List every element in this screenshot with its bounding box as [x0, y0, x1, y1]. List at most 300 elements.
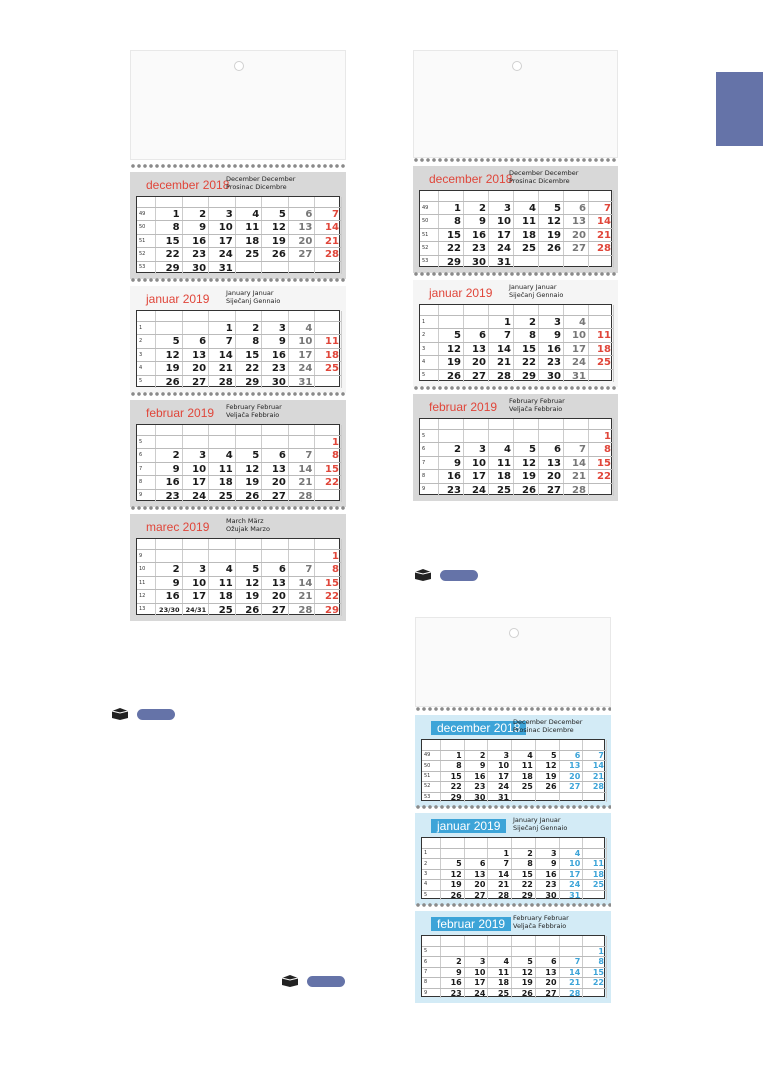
day-cell: 7 [574, 957, 581, 967]
month-subtitle-line: February Februar [513, 914, 569, 922]
day-cell: 22 [592, 978, 604, 988]
day-cell: 1 [331, 437, 339, 448]
day-cell: 10 [497, 216, 511, 228]
day-cell: 26 [547, 243, 561, 255]
day-cell: 7 [225, 336, 233, 348]
day-cell: 5 [554, 203, 561, 214]
month-subtitle [226, 517, 270, 533]
week-number: 3 [139, 351, 143, 358]
day-cell: 17 [218, 235, 233, 247]
day-cell: 19 [245, 477, 260, 489]
day-cell: 8 [252, 336, 260, 348]
week-number: 7 [139, 465, 143, 472]
day-cell: 30 [192, 262, 207, 274]
day-cell: 3 [225, 209, 233, 220]
day-cell: 15 [447, 229, 461, 241]
box-icon [281, 975, 299, 987]
month-grid [136, 424, 340, 501]
day-cell: 2 [199, 209, 207, 220]
day-cell: 22 [165, 249, 180, 261]
day-cell: 16 [547, 343, 561, 355]
day-cell: 4 [225, 450, 233, 462]
week-number: 7 [422, 459, 426, 466]
spiral-binding [415, 705, 611, 713]
day-cell: 31 [218, 262, 233, 274]
week-number: 9 [139, 552, 143, 559]
day-cell: 27 [298, 249, 313, 261]
day-cell: 5 [454, 330, 461, 342]
week-number: 6 [139, 452, 143, 459]
month-subtitle [509, 169, 578, 185]
week-number: 51 [422, 231, 429, 238]
month-subtitle-line: Veljača Febbraio [509, 405, 563, 413]
day-cell: 3 [199, 564, 207, 576]
day-cell: 13 [472, 343, 486, 355]
day-cell: 5 [456, 859, 462, 869]
day-cell: 22 [450, 782, 462, 792]
month-subtitle-line: December December [226, 175, 296, 183]
week-number: 53 [139, 264, 146, 271]
week-number: 51 [424, 773, 431, 779]
day-cell: 18 [325, 349, 339, 361]
day-cell: 26 [447, 370, 461, 382]
calendar-c [415, 617, 611, 1037]
day-cell: 5 [252, 564, 260, 576]
day-cell: 27 [271, 604, 286, 616]
day-cell: 26 [521, 988, 533, 998]
day-cell: 11 [325, 336, 339, 348]
day-cell: 3 [479, 444, 486, 456]
day-cell: 17 [572, 343, 586, 355]
day-cell: 4 [225, 564, 233, 576]
month-subtitle-line: December December [509, 169, 579, 177]
week-number: 9 [422, 486, 426, 493]
day-cell: 21 [597, 229, 611, 241]
day-cell: 26 [245, 490, 260, 502]
day-cell: 6 [278, 450, 286, 462]
day-cell: 21 [497, 357, 511, 369]
day-cell: 9 [172, 463, 180, 475]
day-cell: 21 [218, 363, 233, 375]
day-cell: 3 [278, 323, 286, 334]
day-cell: 25 [597, 357, 611, 369]
day-cell: 6 [579, 203, 586, 214]
day-cell: 21 [298, 477, 313, 489]
week-number: 2 [422, 332, 426, 339]
month-grid [136, 538, 340, 615]
day-cell: 15 [592, 967, 604, 977]
day-cell: 19 [545, 771, 557, 781]
spiral-binding [413, 270, 618, 278]
month-panel [130, 286, 346, 393]
day-cell: 21 [592, 771, 604, 781]
day-cell: 8 [454, 216, 461, 228]
day-cell: 21 [497, 880, 510, 890]
week-number: 12 [139, 592, 146, 599]
day-cell: 19 [271, 235, 286, 247]
day-cell: 4 [305, 323, 313, 334]
month-subtitle [509, 283, 563, 299]
hanging-hole [234, 61, 244, 71]
month-panel [415, 715, 611, 807]
day-cell: 8 [331, 564, 339, 576]
day-cell: 14 [218, 349, 233, 361]
day-cell: 24 [192, 490, 207, 502]
day-cell: 15 [450, 771, 462, 781]
day-cell: 23 [165, 490, 180, 502]
day-cell: 13 [569, 761, 581, 771]
day-cell: 14 [497, 343, 511, 355]
week-number: 4 [422, 358, 426, 365]
day-cell: 15 [325, 463, 339, 475]
day-cell: 11 [497, 457, 511, 469]
day-cell: 30 [472, 256, 486, 268]
day-cell: 5 [529, 444, 536, 456]
day-cell: 29 [521, 890, 533, 900]
grid-row-line [422, 946, 606, 947]
hanging-hole [509, 628, 519, 638]
day-cell: 12 [271, 222, 286, 234]
day-cell: 14 [497, 869, 510, 879]
day-cell: 25 [497, 988, 510, 998]
month-grid [421, 837, 605, 899]
day-cell: 10 [298, 336, 313, 348]
day-cell: 1 [504, 317, 511, 328]
day-cell: 16 [192, 235, 207, 247]
week-number: 8 [139, 478, 143, 485]
day-cell: 1 [604, 431, 611, 442]
grid-column-line [613, 191, 614, 268]
day-cell: 19 [450, 880, 462, 890]
day-cell: 13 [298, 222, 313, 234]
week-number: 50 [424, 762, 431, 769]
day-cell: 7 [305, 564, 313, 576]
day-cell: 13 [545, 967, 557, 977]
day-cell: 4 [527, 751, 533, 760]
week-number: 1 [422, 318, 426, 325]
day-cell: 8 [529, 330, 536, 342]
month-grid [421, 935, 605, 997]
day-cell: 1 [598, 947, 604, 956]
day-cell: 2 [479, 203, 486, 214]
month-subtitle-line: Siječanj Gennaio [226, 297, 281, 305]
day-cell: 6 [479, 859, 486, 869]
day-cell: 16 [447, 471, 461, 483]
day-cell: 25 [325, 363, 339, 375]
grid-column-line [341, 311, 342, 388]
week-number: 6 [422, 446, 426, 453]
day-cell: 27 [474, 890, 486, 900]
day-cell: 16 [165, 477, 180, 489]
day-cell: 12 [545, 761, 557, 771]
grid-row-line [137, 435, 341, 436]
month-title: marec 2019 [146, 520, 210, 534]
day-cell: 24 [497, 243, 511, 255]
grid-column-line [606, 740, 607, 802]
day-cell: 15 [522, 343, 536, 355]
day-cell: 18 [497, 978, 510, 988]
day-cell: 11 [522, 216, 536, 228]
day-cell: 29 [165, 262, 180, 274]
day-cell: 13 [192, 349, 207, 361]
day-cell: 12 [522, 457, 536, 469]
box-icon [414, 569, 432, 581]
week-number: 3 [424, 871, 428, 877]
week-number: 11 [139, 579, 146, 586]
day-cell: 25 [497, 484, 511, 496]
day-cell: 24 [472, 484, 486, 496]
day-cell: 22 [325, 591, 339, 603]
day-cell: 28 [497, 370, 511, 382]
day-cell: 31 [298, 376, 313, 388]
day-cell: 29 [447, 256, 461, 268]
day-cell: 10 [474, 967, 486, 977]
spiral-binding [413, 156, 618, 164]
calendar-header-card [413, 50, 618, 158]
day-cell: 24 [218, 249, 233, 261]
badge-pill [137, 709, 175, 720]
day-cell: 28 [298, 490, 313, 502]
day-cell: 19 [547, 229, 561, 241]
day-cell: 15 [245, 349, 260, 361]
month-subtitle [226, 175, 295, 191]
week-number: 2 [139, 338, 143, 345]
month-grid [136, 310, 340, 387]
packaging-badge [111, 708, 175, 720]
day-cell: 10 [497, 761, 510, 771]
day-cell: 18 [592, 869, 604, 879]
day-cell: 20 [547, 471, 561, 483]
day-cell: 7 [305, 450, 313, 462]
day-cell: 25 [245, 249, 260, 261]
spiral-binding [413, 384, 618, 392]
week-number: 9 [424, 989, 428, 996]
day-cell: 14 [597, 216, 611, 228]
section-tab [716, 72, 763, 146]
month-grid [419, 418, 612, 495]
month-title: januar 2019 [429, 286, 493, 300]
day-cell: 23 [450, 988, 462, 998]
day-cell: 28 [298, 604, 313, 616]
day-cell: 20 [472, 357, 486, 369]
packaging-badge [281, 975, 345, 987]
day-cell: 15 [165, 235, 180, 247]
day-cell: 24 [497, 782, 510, 792]
grid-column-line [341, 197, 342, 274]
day-cell: 12 [245, 577, 260, 589]
day-cell: 23/30 [159, 605, 180, 614]
week-number: 52 [424, 783, 431, 790]
day-cell: 11 [218, 463, 233, 475]
day-cell: 31 [497, 792, 510, 802]
month-grid [421, 739, 605, 801]
day-cell: 2 [252, 323, 260, 334]
day-cell: 28 [569, 988, 581, 998]
day-cell: 21 [298, 591, 313, 603]
month-subtitle [513, 718, 582, 734]
day-cell: 7 [331, 209, 339, 220]
hanging-hole [512, 61, 522, 71]
day-cell: 24 [572, 357, 586, 369]
day-cell: 27 [271, 490, 286, 502]
day-cell: 12 [450, 869, 462, 879]
week-number: 8 [424, 979, 428, 986]
day-cell: 11 [592, 859, 604, 869]
day-cell: 17 [298, 349, 313, 361]
day-cell: 4 [579, 317, 586, 328]
day-cell: 5 [172, 336, 180, 348]
calendar-a [130, 50, 346, 650]
day-cell: 28 [597, 243, 611, 255]
day-cell: 9 [454, 457, 461, 469]
day-cell: 2 [172, 564, 180, 576]
day-cell: 2 [527, 849, 533, 858]
day-cell: 16 [450, 978, 462, 988]
grid-column-line [341, 425, 342, 502]
day-cell: 12 [245, 463, 260, 475]
day-cell: 22 [325, 477, 339, 489]
day-cell: 18 [245, 235, 260, 247]
month-subtitle-line: March März [226, 517, 264, 525]
day-cell: 27 [545, 988, 557, 998]
week-number: 49 [139, 210, 146, 217]
month-subtitle-line: Ožujak Marzo [226, 525, 270, 533]
day-cell: 23 [472, 243, 486, 255]
week-number: 5 [422, 432, 426, 439]
month-subtitle-line: February Februar [226, 403, 282, 411]
day-cell: 18 [218, 477, 233, 489]
day-cell: 17 [472, 471, 486, 483]
month-title: december 2018 [431, 721, 526, 735]
day-cell: 8 [604, 444, 611, 456]
day-cell: 24 [569, 880, 581, 890]
day-cell: 2 [456, 957, 462, 967]
day-cell: 20 [545, 978, 557, 988]
day-cell: 3 [503, 751, 510, 760]
month-subtitle [513, 914, 569, 930]
day-cell: 20 [474, 880, 486, 890]
day-cell: 17 [192, 591, 207, 603]
day-cell: 20 [569, 771, 581, 781]
day-cell: 9 [172, 577, 180, 589]
day-cell: 27 [569, 782, 581, 792]
day-cell: 2 [454, 444, 461, 456]
day-cell: 30 [271, 376, 286, 388]
week-number: 53 [424, 793, 431, 800]
day-cell: 11 [597, 330, 611, 342]
day-cell: 18 [218, 591, 233, 603]
week-number: 49 [422, 204, 429, 211]
spiral-binding [130, 504, 346, 512]
day-cell: 19 [245, 591, 260, 603]
day-cell: 25 [218, 604, 233, 616]
month-subtitle-line: January Januar [513, 816, 561, 824]
day-cell: 20 [192, 363, 207, 375]
day-cell: 29 [450, 792, 462, 802]
day-cell: 14 [298, 463, 313, 475]
week-number: 49 [424, 752, 431, 759]
month-title: januar 2019 [431, 819, 506, 833]
day-cell: 14 [325, 222, 339, 234]
week-number: 4 [424, 881, 428, 888]
month-subtitle-line: Veljača Febbraio [513, 922, 567, 930]
day-cell: 3 [550, 849, 557, 858]
day-cell: 24 [474, 988, 486, 998]
month-subtitle-line: Prosinac Dicembre [509, 177, 570, 185]
day-cell: 12 [547, 216, 561, 228]
day-cell: 15 [325, 577, 339, 589]
month-subtitle-line: Prosinac Dicembre [226, 183, 287, 191]
day-cell: 7 [504, 330, 511, 342]
day-cell: 9 [199, 222, 207, 234]
day-cell: 14 [592, 761, 604, 771]
day-cell: 17 [474, 978, 486, 988]
grid-row-line [137, 549, 341, 550]
day-cell: 10 [472, 457, 486, 469]
day-cell: 2 [172, 450, 180, 462]
day-cell: 3 [554, 317, 561, 328]
day-cell: 27 [192, 376, 207, 388]
day-cell: 8 [331, 450, 339, 462]
day-cell: 28 [218, 376, 233, 388]
day-cell: 26 [271, 249, 286, 261]
day-cell: 24 [298, 363, 313, 375]
day-cell: 19 [165, 363, 180, 375]
day-cell: 26 [245, 604, 260, 616]
day-cell: 11 [497, 967, 510, 977]
day-cell: 12 [521, 967, 533, 977]
badge-pill [440, 570, 478, 581]
day-cell: 23 [547, 357, 561, 369]
grid-column-line [606, 838, 607, 900]
day-cell: 8 [527, 859, 533, 869]
day-cell: 22 [597, 471, 611, 483]
calendar-header-card [130, 50, 346, 160]
day-cell: 29 [325, 604, 339, 616]
day-cell: 4 [252, 209, 260, 220]
month-title: februar 2019 [146, 406, 215, 420]
day-cell: 2 [529, 317, 536, 328]
day-cell: 23 [474, 782, 486, 792]
day-cell: 5 [278, 209, 286, 220]
week-number: 1 [424, 850, 428, 857]
grid-row-line [420, 429, 613, 430]
day-cell: 20 [271, 477, 286, 489]
month-subtitle [226, 289, 280, 305]
day-cell: 16 [545, 869, 557, 879]
day-cell: 26 [450, 890, 462, 900]
day-cell: 23 [192, 249, 207, 261]
calendar-b [413, 50, 618, 515]
day-cell: 8 [172, 222, 180, 234]
day-cell: 6 [574, 751, 581, 760]
day-cell: 13 [271, 463, 286, 475]
day-cell: 1 [331, 551, 339, 562]
month-title: december 2018 [429, 172, 513, 186]
day-cell: 6 [550, 957, 557, 967]
day-cell: 15 [521, 869, 533, 879]
month-subtitle-line: January Januar [509, 283, 557, 291]
day-cell: 5 [527, 957, 533, 967]
day-cell: 9 [479, 216, 486, 228]
month-title: december 2018 [146, 178, 230, 192]
day-cell: 8 [456, 761, 462, 771]
day-cell: 20 [298, 235, 313, 247]
day-cell: 18 [522, 229, 536, 241]
week-number: 50 [139, 224, 146, 231]
day-cell: 14 [569, 967, 581, 977]
day-cell: 10 [192, 463, 207, 475]
